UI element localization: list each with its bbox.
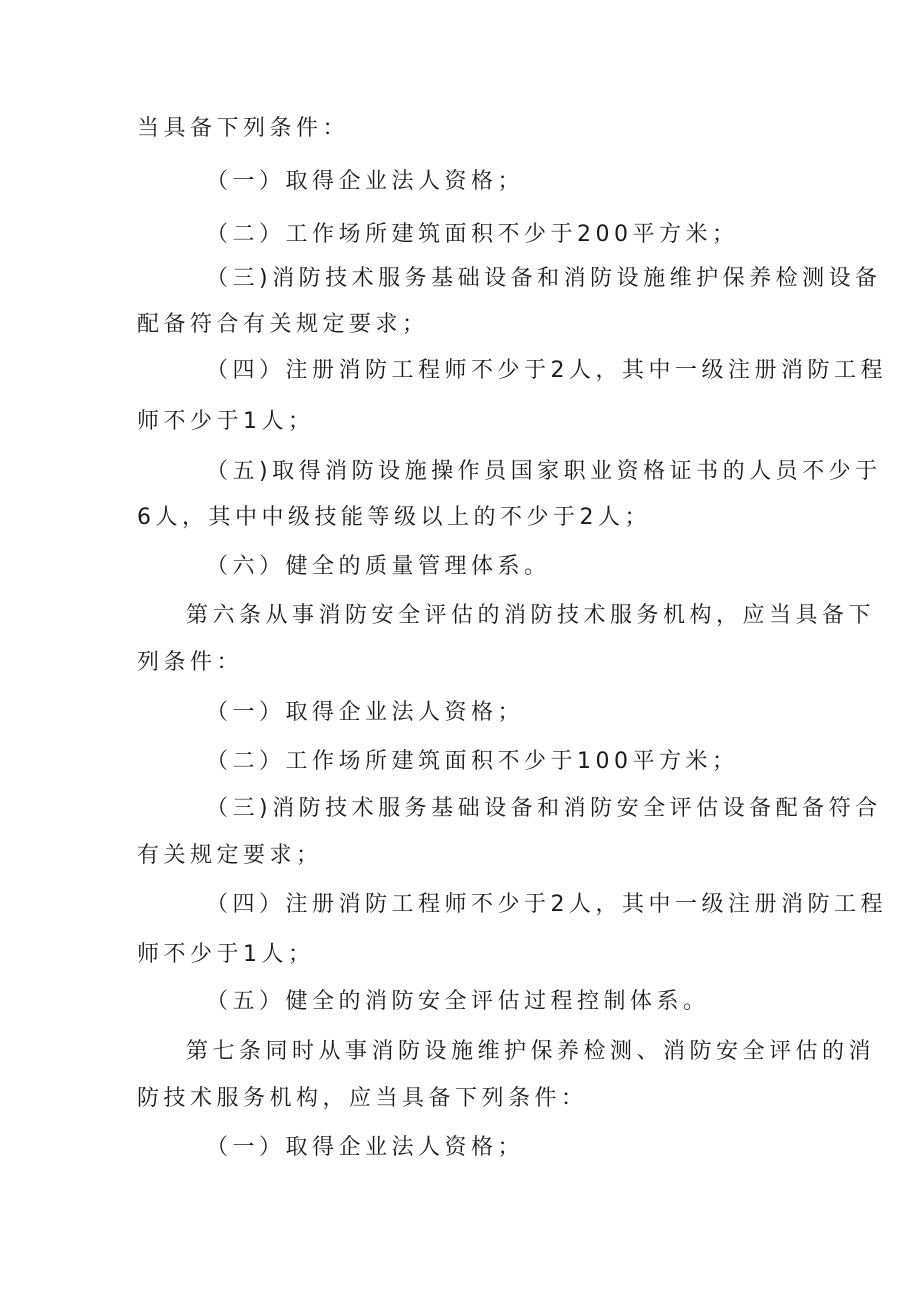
text-line: （一）取得企业法人资格； [206,700,525,725]
text-line: 防技术服务机构，应当具备下列条件： [137,1086,588,1111]
text-line: （二）工作场所建筑面积不少于100平方米； [206,749,739,774]
text-line: （四）注册消防工程师不少于2人，其中一级注册消防工程 [206,892,887,917]
text-line: 师不少于1人； [137,942,315,967]
text-line: （二）工作场所建筑面积不少于200平方米； [206,222,739,247]
text-line: 列条件： [137,650,244,675]
text-line: （三)消防技术服务基础设备和消防设施维护保养检测设备 [206,266,882,291]
text-line: （四）注册消防工程师不少于2人，其中一级注册消防工程 [206,358,887,383]
text-line: （五）健全的消防安全评估过程控制体系。 [206,989,710,1014]
text-line: （六）健全的质量管理体系。 [206,554,551,579]
text-line: 当具备下列条件： [137,116,350,141]
article-heading-line: 第六条从事消防安全评估的消防技术服务机构，应当具备下 [186,603,876,628]
text-line: 有关规定要求； [137,843,323,868]
text-line: （一）取得企业法人资格； [206,169,525,194]
text-line: （五)取得消防设施操作员国家职业资格证书的人员不少于 [206,459,882,484]
text-line: （一）取得企业法人资格； [206,1135,525,1160]
text-line: 师不少于1人； [137,409,315,434]
text-line: 6人，其中中级技能等级以上的不少于2人； [137,505,651,530]
article-heading-line: 第七条同时从事消防设施维护保养检测、消防安全评估的消 [186,1039,876,1064]
text-line: 配备符合有关规定要求； [137,312,429,337]
text-line: （三)消防技术服务基础设备和消防安全评估设备配备符合 [206,796,882,821]
